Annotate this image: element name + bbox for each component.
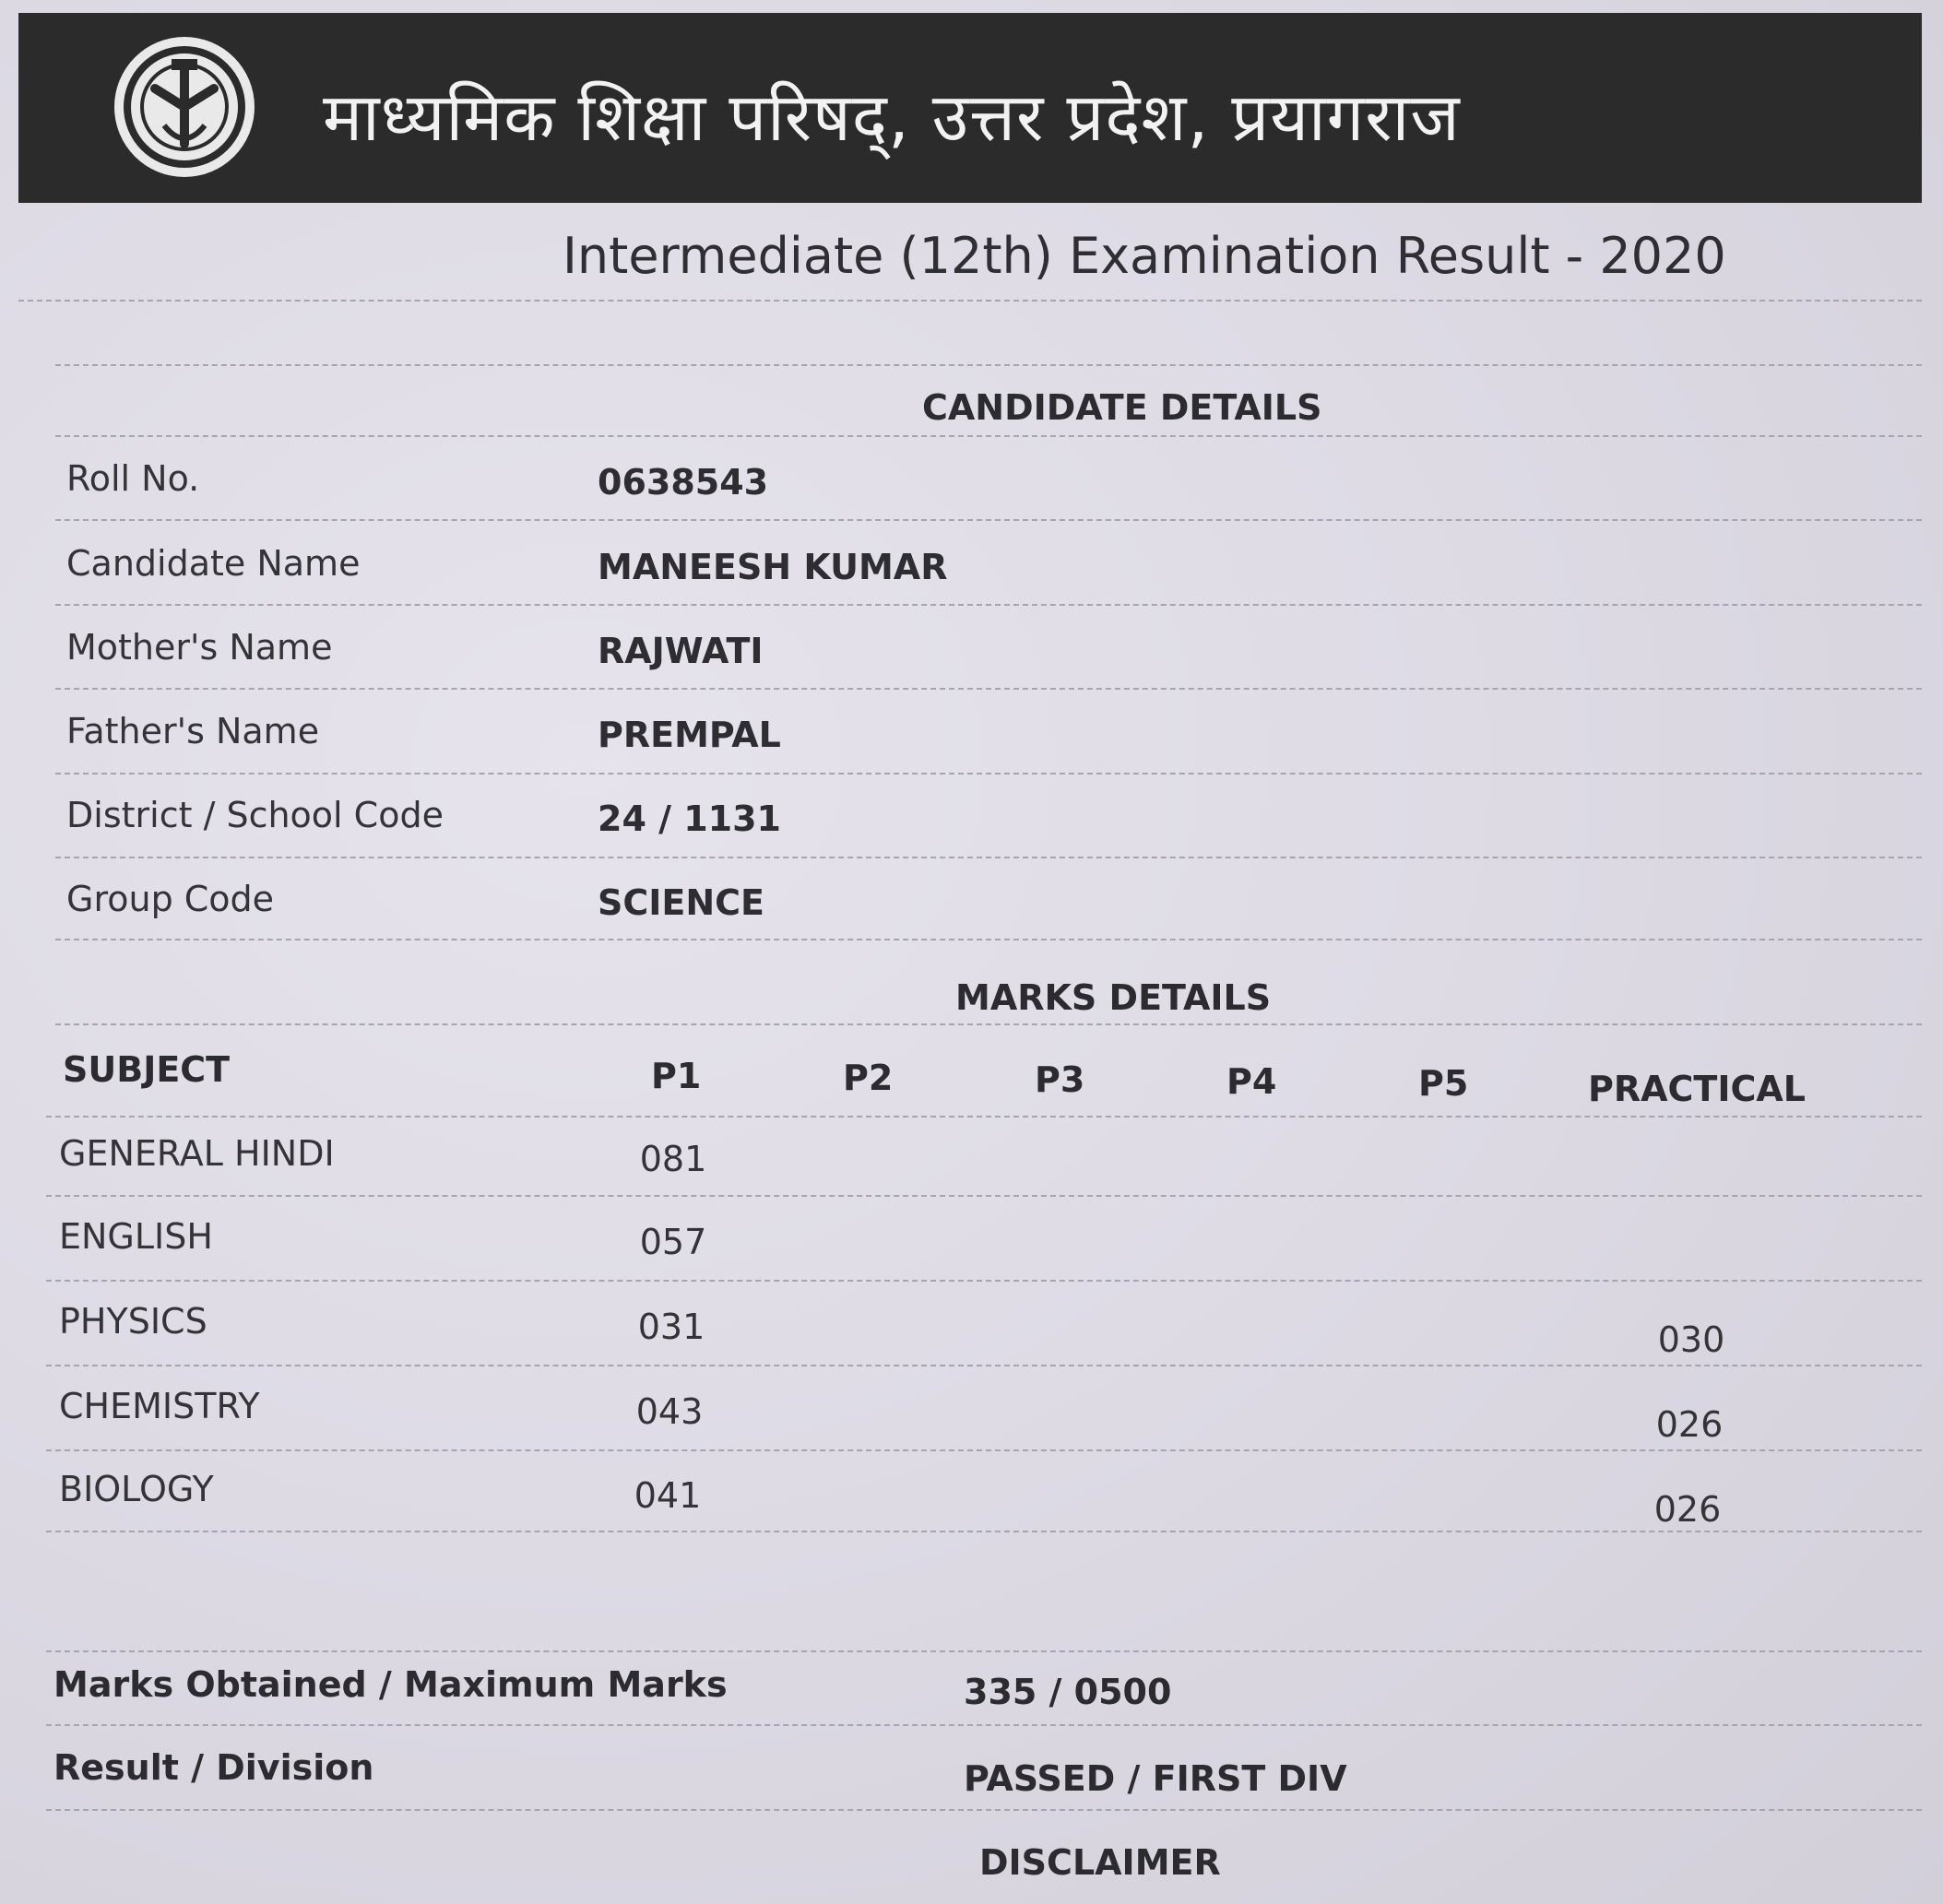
board-name-hindi: माध्यमिक शिक्षा परिषद्, उत्तर प्रदेश, प्रयागराज bbox=[323, 78, 1461, 156]
practical-mark: 026 bbox=[1653, 1489, 1722, 1530]
result-division-label: Result / Division bbox=[53, 1747, 374, 1788]
column-p5: P5 bbox=[1418, 1063, 1469, 1104]
candidate-name-value: MANEESH KUMAR bbox=[598, 547, 948, 587]
divider bbox=[46, 1724, 1922, 1726]
divider bbox=[55, 519, 1922, 521]
divider bbox=[55, 688, 1922, 690]
column-practical: PRACTICAL bbox=[1588, 1069, 1806, 1109]
mother-name-value: RAJWATI bbox=[598, 631, 764, 671]
divider bbox=[46, 1809, 1922, 1811]
divider bbox=[46, 1280, 1922, 1282]
district-school-code-label: District / School Code bbox=[66, 795, 444, 835]
divider bbox=[46, 1116, 1922, 1118]
practical-mark: 026 bbox=[1655, 1404, 1724, 1445]
column-p1: P1 bbox=[651, 1056, 702, 1096]
up-board-emblem-icon bbox=[111, 33, 258, 181]
group-code-value: SCIENCE bbox=[598, 882, 765, 923]
disclaimer-heading: DISCLAIMER bbox=[979, 1842, 1221, 1883]
divider bbox=[46, 1531, 1922, 1532]
divider bbox=[55, 857, 1922, 858]
column-p2: P2 bbox=[843, 1058, 894, 1098]
divider bbox=[55, 435, 1922, 437]
p1-mark: 057 bbox=[639, 1222, 707, 1262]
subject-name: BIOLOGY bbox=[59, 1469, 214, 1509]
marks-obtained-label: Marks Obtained / Maximum Marks bbox=[53, 1664, 728, 1705]
subject-name: CHEMISTRY bbox=[59, 1386, 260, 1426]
group-code-label: Group Code bbox=[66, 879, 275, 919]
subject-name: PHYSICS bbox=[59, 1301, 207, 1342]
board-header bbox=[18, 13, 1922, 203]
divider bbox=[46, 1195, 1922, 1197]
practical-mark: 030 bbox=[1657, 1319, 1725, 1360]
divider bbox=[55, 939, 1922, 940]
roll-no-value: 0638543 bbox=[598, 462, 769, 503]
subject-name: GENERAL HINDI bbox=[59, 1133, 335, 1174]
marks-details-heading: MARKS DETAILS bbox=[955, 977, 1272, 1018]
divider bbox=[55, 773, 1922, 775]
practical-mark bbox=[1629, 1223, 1758, 1287]
p1-mark: 031 bbox=[637, 1307, 705, 1347]
father-name-value: PREMPAL bbox=[598, 715, 781, 755]
p1-mark: 081 bbox=[639, 1139, 707, 1179]
subject-name: ENGLISH bbox=[59, 1216, 213, 1257]
father-name-label: Father's Name bbox=[66, 711, 320, 751]
mother-name-label: Mother's Name bbox=[66, 627, 333, 668]
divider bbox=[55, 1023, 1922, 1025]
divider bbox=[55, 604, 1922, 606]
column-p3: P3 bbox=[1035, 1059, 1085, 1100]
divider bbox=[46, 1449, 1922, 1451]
divider bbox=[55, 364, 1922, 366]
result-division-value: PASSED / FIRST DIV bbox=[964, 1758, 1347, 1799]
marks-obtained-value: 335 / 0500 bbox=[964, 1672, 1172, 1712]
divider bbox=[18, 300, 1922, 302]
p1-mark: 041 bbox=[634, 1475, 702, 1516]
candidate-details-heading: CANDIDATE DETAILS bbox=[922, 387, 1322, 428]
district-school-code-value: 24 / 1131 bbox=[598, 798, 781, 839]
roll-no-label: Roll No. bbox=[66, 458, 200, 499]
exam-title: Intermediate (12th) Examination Result - 2020 bbox=[563, 227, 1726, 285]
divider bbox=[46, 1365, 1922, 1366]
column-p4: P4 bbox=[1226, 1061, 1277, 1102]
p1-mark: 043 bbox=[635, 1391, 704, 1432]
column-subject: SUBJECT bbox=[63, 1049, 231, 1090]
candidate-name-label: Candidate Name bbox=[66, 543, 361, 584]
